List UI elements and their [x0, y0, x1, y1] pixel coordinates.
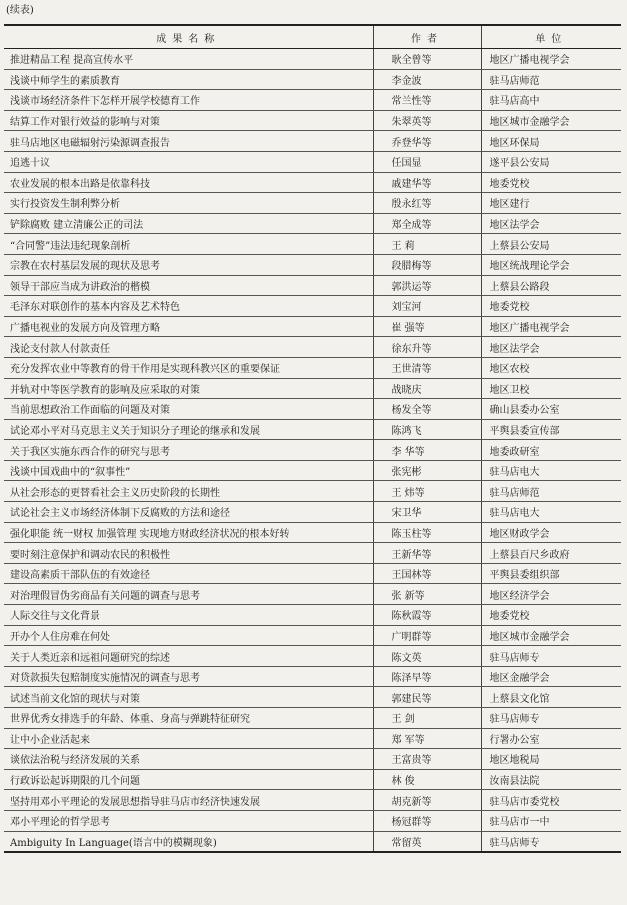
row-title: 广播电视业的发展方向及管理方略 — [4, 316, 373, 337]
table-row — [4, 337, 621, 358]
table-row — [4, 646, 621, 667]
row-title: 浅谈中国戏曲中的“叙事性” — [4, 460, 373, 481]
table-row — [4, 419, 621, 440]
continued-label: (续表) — [6, 5, 34, 16]
table-row — [4, 481, 621, 502]
row-author: 杨冠群等 — [373, 810, 481, 831]
table-row — [4, 728, 621, 749]
row-author: 徐东升等 — [373, 337, 481, 358]
row-author: 段腊梅等 — [373, 254, 481, 275]
row-unit: 地区广播电视学会 — [481, 49, 621, 70]
row-title: 毛泽东对联创作的基本内容及艺术特色 — [4, 296, 373, 317]
row-author: 王 莉 — [373, 234, 481, 255]
row-unit: 汝南县法院 — [481, 769, 621, 790]
table-row — [4, 769, 621, 790]
table-row — [4, 69, 621, 90]
row-unit: 驻马店高中 — [481, 90, 621, 111]
row-author: 乔登华等 — [373, 131, 481, 152]
table-row — [4, 749, 621, 770]
header-row — [4, 25, 621, 49]
row-title: 关于我区实施东西合作的研究与思考 — [4, 440, 373, 461]
row-title: 坚持用邓小平理论的发展思想指导驻马店市经济快速发展 — [4, 790, 373, 811]
row-author: 耿全曾等 — [373, 49, 481, 70]
row-author: 战晓庆 — [373, 378, 481, 399]
row-title: 驻马店地区电磁辐射污染源调查报告 — [4, 131, 373, 152]
row-author: 刘宝河 — [373, 296, 481, 317]
row-author: 胡克新等 — [373, 790, 481, 811]
row-unit: 上蔡县百尺乡政府 — [481, 543, 621, 564]
table-body — [4, 49, 621, 853]
table-header — [4, 25, 621, 49]
table-row — [4, 399, 621, 420]
table-row — [4, 213, 621, 234]
row-unit: 地区卫校 — [481, 378, 621, 399]
row-unit: 驻马店师专 — [481, 708, 621, 729]
row-author: 任国显 — [373, 151, 481, 172]
table-row — [4, 357, 621, 378]
table-row — [4, 543, 621, 564]
row-author: 郭洪运等 — [373, 275, 481, 296]
row-author: 王新华等 — [373, 543, 481, 564]
row-unit: 地区环保局 — [481, 131, 621, 152]
table-row — [4, 522, 621, 543]
row-title: Ambiguity In Language(语言中的模糊现象) — [4, 831, 373, 852]
row-title: 并轨对中等医学教育的影响及应采取的对策 — [4, 378, 373, 399]
row-author: 王 剑 — [373, 708, 481, 729]
row-title: 邓小平理论的哲学思考 — [4, 810, 373, 831]
row-author: 常留英 — [373, 831, 481, 852]
row-unit: 驻马店电大 — [481, 460, 621, 481]
row-unit: 地区统战理论学会 — [481, 254, 621, 275]
row-author: 广明群等 — [373, 625, 481, 646]
row-title: 浅论支付款人付款责任 — [4, 337, 373, 358]
row-title: “合同警”违法违纪现象剖析 — [4, 234, 373, 255]
row-title: 当前思想政治工作面临的问题及对策 — [4, 399, 373, 420]
row-title: 行政诉讼起诉期限的几个问题 — [4, 769, 373, 790]
table-row — [4, 584, 621, 605]
row-author: 崔 强等 — [373, 316, 481, 337]
table-row — [4, 440, 621, 461]
row-unit: 地区经济学会 — [481, 584, 621, 605]
row-author: 常兰性等 — [373, 90, 481, 111]
row-title: 铲除腐败 建立清廉公正的司法 — [4, 213, 373, 234]
table-row — [4, 790, 621, 811]
row-title: 充分发挥农业中等教育的骨干作用是实现科教兴区的重要保证 — [4, 357, 373, 378]
table-row — [4, 810, 621, 831]
row-author: 陈秋霞等 — [373, 605, 481, 626]
row-author: 陈文英 — [373, 646, 481, 667]
row-title: 人际交往与文化背景 — [4, 605, 373, 626]
row-title: 谈依法治税与经济发展的关系 — [4, 749, 373, 770]
row-unit: 上蔡县公路段 — [481, 275, 621, 296]
table-row — [4, 502, 621, 523]
row-title: 关于人类近亲和远祖问题研究的综述 — [4, 646, 373, 667]
table-row — [4, 172, 621, 193]
table-row — [4, 296, 621, 317]
row-author: 戚建华等 — [373, 172, 481, 193]
row-unit: 驻马店电大 — [481, 502, 621, 523]
table-row — [4, 687, 621, 708]
row-author: 张 新等 — [373, 584, 481, 605]
table-row — [4, 234, 621, 255]
table-row — [4, 254, 621, 275]
row-unit: 驻马店师专 — [481, 646, 621, 667]
row-author: 王 炜等 — [373, 481, 481, 502]
row-unit: 地委政研室 — [481, 440, 621, 461]
table-row — [4, 131, 621, 152]
row-author: 杨发全等 — [373, 399, 481, 420]
results-table — [4, 24, 621, 853]
row-author: 陈泽早等 — [373, 666, 481, 687]
row-title: 开办个人住房难在何处 — [4, 625, 373, 646]
table-row — [4, 625, 621, 646]
row-title: 推进精品工程 提高宣传水平 — [4, 49, 373, 70]
row-unit: 地区农校 — [481, 357, 621, 378]
row-title: 世界优秀女排选手的年龄、体重、身高与弹跳特征研究 — [4, 708, 373, 729]
row-unit: 地区财政学会 — [481, 522, 621, 543]
row-title: 试述当前文化馆的现状与对策 — [4, 687, 373, 708]
header-unit: 单位 — [481, 25, 621, 49]
row-author: 郑 军等 — [373, 728, 481, 749]
row-unit: 行署办公室 — [481, 728, 621, 749]
row-author: 朱翠英等 — [373, 110, 481, 131]
row-author: 王国林等 — [373, 563, 481, 584]
row-unit: 地委党校 — [481, 296, 621, 317]
row-title: 宗教在农村基层发展的现状及思考 — [4, 254, 373, 275]
row-author: 郭建民等 — [373, 687, 481, 708]
row-unit: 地区金融学会 — [481, 666, 621, 687]
row-title: 建设高素质干部队伍的有效途径 — [4, 563, 373, 584]
row-unit: 驻马店师范 — [481, 481, 621, 502]
row-title: 让中小企业活起来 — [4, 728, 373, 749]
row-author: 宋卫华 — [373, 502, 481, 523]
row-title: 浅谈市场经济条件下怎样开展学校德育工作 — [4, 90, 373, 111]
row-unit: 驻马店师范 — [481, 69, 621, 90]
table-row — [4, 378, 621, 399]
table-row — [4, 49, 621, 70]
table-row — [4, 605, 621, 626]
table-row — [4, 316, 621, 337]
row-unit: 地区法学会 — [481, 337, 621, 358]
table-row — [4, 193, 621, 214]
row-title: 追逃十议 — [4, 151, 373, 172]
row-title: 从社会形态的更替看社会主义历史阶段的长期性 — [4, 481, 373, 502]
row-unit: 驻马店师专 — [481, 831, 621, 852]
row-title: 实行投资发生制利弊分析 — [4, 193, 373, 214]
row-author: 王世清等 — [373, 357, 481, 378]
row-author: 林 俊 — [373, 769, 481, 790]
header-title: 成果名称 — [4, 25, 373, 49]
row-author: 李金波 — [373, 69, 481, 90]
table-row — [4, 275, 621, 296]
table-row — [4, 831, 621, 852]
header-author: 作者 — [373, 25, 481, 49]
row-unit: 遂平县公安局 — [481, 151, 621, 172]
row-unit: 平舆县委组织部 — [481, 563, 621, 584]
row-unit: 地委党校 — [481, 172, 621, 193]
row-title: 试论邓小平对马克思主义关于知识分子理论的继承和发展 — [4, 419, 373, 440]
row-unit: 地区建行 — [481, 193, 621, 214]
row-author: 李 华等 — [373, 440, 481, 461]
row-title: 对治理假冒伪劣商品有关问题的调查与思考 — [4, 584, 373, 605]
table-row — [4, 708, 621, 729]
row-unit: 地委党校 — [481, 605, 621, 626]
row-title: 对贷款损失包赔制度实施情况的调查与思考 — [4, 666, 373, 687]
row-unit: 地区广播电视学会 — [481, 316, 621, 337]
row-title: 试论社会主义市场经济体制下反腐败的方法和途径 — [4, 502, 373, 523]
row-unit: 上蔡县公安局 — [481, 234, 621, 255]
row-unit: 地区城市金融学会 — [481, 110, 621, 131]
table-row — [4, 110, 621, 131]
table-row — [4, 90, 621, 111]
row-unit: 确山县委办公室 — [481, 399, 621, 420]
row-title: 结算工作对银行效益的影响与对策 — [4, 110, 373, 131]
row-unit: 驻马店市委党校 — [481, 790, 621, 811]
row-author: 郑全成等 — [373, 213, 481, 234]
row-unit: 上蔡县文化馆 — [481, 687, 621, 708]
table-row — [4, 460, 621, 481]
row-unit: 地区法学会 — [481, 213, 621, 234]
row-title: 农业发展的根本出路是依靠科技 — [4, 172, 373, 193]
row-unit: 地区城市金融学会 — [481, 625, 621, 646]
table-row — [4, 666, 621, 687]
row-unit: 驻马店市一中 — [481, 810, 621, 831]
row-author: 陈鸿飞 — [373, 419, 481, 440]
row-author: 陈玉柱等 — [373, 522, 481, 543]
row-author: 殷永红等 — [373, 193, 481, 214]
table-row — [4, 151, 621, 172]
row-author: 张宪彬 — [373, 460, 481, 481]
row-title: 领导干部应当成为讲政治的楷模 — [4, 275, 373, 296]
row-title: 浅谈中师学生的素质教育 — [4, 69, 373, 90]
row-unit: 地区地税局 — [481, 749, 621, 770]
row-unit: 平舆县委宣传部 — [481, 419, 621, 440]
row-title: 要时刻注意保护和调动农民的积极性 — [4, 543, 373, 564]
row-title: 强化职能 统一财权 加强管理 实现地方财政经济状况的根本好转 — [4, 522, 373, 543]
row-author: 王富贵等 — [373, 749, 481, 770]
table-row — [4, 563, 621, 584]
